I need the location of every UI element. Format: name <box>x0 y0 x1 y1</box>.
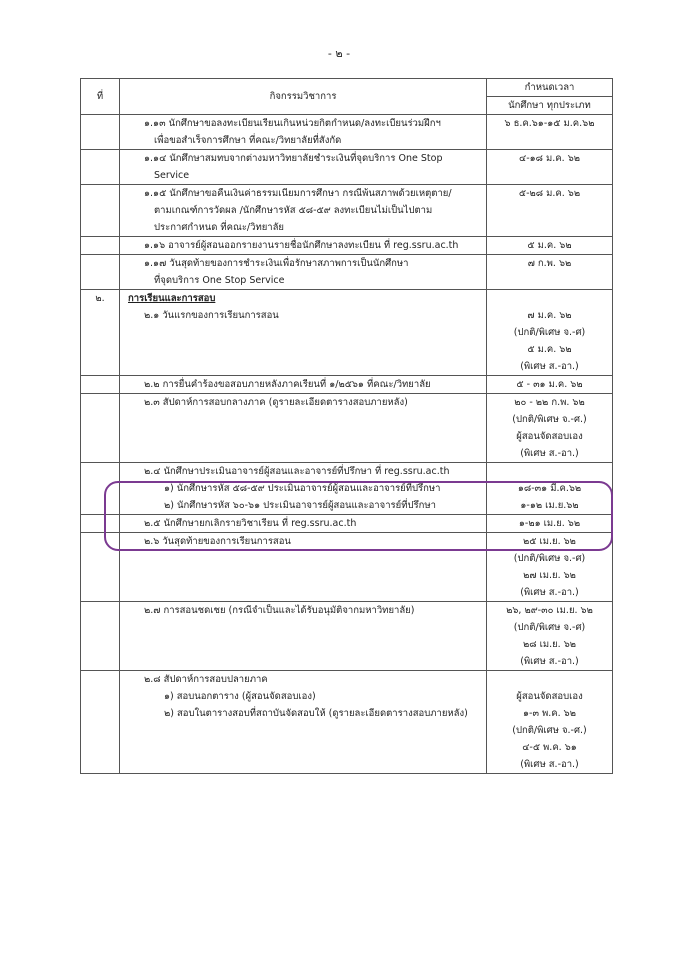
time-text: ผู้สอนจัดสอบเอง <box>516 691 583 702</box>
activity-text: ๑.๑๕ นักศึกษาขอคืนเงินค่าธรรมเนียมการศึกษา กรณีพ้นสภาพด้วยเหตุตาย/ <box>144 188 452 199</box>
activity-cell <box>120 307 487 376</box>
time-text: ๒๖, ๒๙-๓๐ เม.ย. ๖๒ <box>506 605 593 616</box>
row-number <box>81 394 120 463</box>
time-cell <box>487 480 613 497</box>
activity-text: ๒.๕ นักศึกษายกเลิกรายวิชาเรียน ที่ reg.ssru.ac.th <box>144 518 357 529</box>
activity-text: ตามเกณฑ์การวัดผล /นักศึกษารหัส ๕๘-๕๙ ลงทะเบียนไม่เป็นไปตาม <box>154 205 433 216</box>
time-text: ๒๘ เม.ย. ๖๒ <box>522 639 577 650</box>
row-number <box>81 602 120 671</box>
row-number <box>81 255 120 290</box>
time-text: ๒๗ เม.ย. ๖๒ <box>523 570 576 581</box>
time-cell <box>487 688 613 705</box>
header-time-top: กำหนดเวลา <box>487 79 613 97</box>
time-text: (พิเศษ ส.-อา.) <box>520 448 579 459</box>
time-text: ๕ ม.ค. ๖๒ <box>527 344 572 355</box>
row-number <box>81 376 120 394</box>
header-no: ที่ <box>81 79 120 115</box>
table-row <box>81 307 613 376</box>
table-row <box>81 376 613 394</box>
row-number <box>81 237 120 255</box>
table-row <box>81 497 613 515</box>
activity-cell <box>120 290 487 308</box>
time-text: ๗ ก.พ. ๖๒ <box>527 258 572 269</box>
activity-text: ๒.๖ วันสุดท้ายของการเรียนการสอน <box>144 536 291 547</box>
row-number <box>81 515 120 533</box>
time-text: ๔-๑๘ ม.ค. ๖๒ <box>519 153 580 164</box>
time-cell <box>487 463 613 481</box>
time-cell <box>487 515 613 533</box>
activity-text: ๒.๓ สัปดาห์การสอบกลางภาค (ดูรายละเอียดตารางสอบภายหลัง) <box>144 397 408 408</box>
time-text: ผู้สอนจัดสอบเอง <box>516 431 583 442</box>
time-text: ๕ ม.ค. ๖๒ <box>527 240 572 251</box>
activity-cell <box>120 115 487 150</box>
activity-text: ๒.๗ การสอนชดเชย (กรณีจำเป็นและได้รับอนุมัติจากมหาวิทยาลัย) <box>144 605 415 616</box>
row-number <box>81 671 120 689</box>
row-number <box>81 480 120 497</box>
table-row <box>81 533 613 602</box>
time-text: ๖ ธ.ค.๖๑-๑๕ ม.ค.๖๒ <box>504 118 595 129</box>
time-cell <box>487 307 613 376</box>
time-text: (ปกติ/พิเศษ จ.-ศ) <box>513 327 586 338</box>
row-number <box>81 463 120 481</box>
table-row <box>81 463 613 481</box>
time-cell <box>487 497 613 515</box>
activity-text: ๑.๑๓ นักศึกษาขอลงทะเบียนเรียนเกินหน่วยกิตกำหนด/ลงทะเบียนร่วมฝึกฯ <box>144 118 441 129</box>
activity-cell <box>120 688 487 705</box>
activity-text: ๒.๑ วันแรกของการเรียนการสอน <box>144 310 279 321</box>
table-row <box>81 705 613 774</box>
activity-text: ๒) สอบในตารางสอบที่สถาบันจัดสอบให้ (ดูรายละเอียดตารางสอบภายหลัง) <box>164 708 468 719</box>
activity-text: ๑.๑๖ อาจารย์ผู้สอนออกรายงานรายชื่อนักศึกษาลงทะเบียน ที่ reg.ssru.ac.th <box>144 240 459 251</box>
activity-text: เพื่อขอสำเร็จการศึกษา ที่คณะ/วิทยาลัยที่สังกัด <box>154 135 342 146</box>
row-number <box>81 688 120 705</box>
page-number: - ๒ - <box>327 47 351 60</box>
time-text: ๑-๑๒ เม.ย.๖๒ <box>520 500 579 511</box>
activity-text: Service <box>154 170 190 181</box>
activity-cell <box>120 237 487 255</box>
row-number <box>81 150 120 185</box>
time-text: (พิเศษ ส.-อา.) <box>520 656 579 667</box>
row-number <box>81 705 120 774</box>
time-cell <box>487 394 613 463</box>
activity-cell <box>120 185 487 237</box>
time-text: (พิเศษ ส.-อา.) <box>520 587 579 598</box>
activity-text: ๑) สอบนอกตาราง (ผู้สอนจัดสอบเอง) <box>164 691 316 702</box>
table-row <box>81 255 613 290</box>
table-row <box>81 394 613 463</box>
activity-text: ๒) นักศึกษารหัส ๖๐-๖๑ ประเมินอาจารย์ผู้สอนและอาจารย์ที่ปรึกษา <box>164 500 436 511</box>
activity-cell <box>120 376 487 394</box>
row-number <box>81 307 120 376</box>
header-activity: กิจกรรมวิชาการ <box>120 79 487 115</box>
time-text: (ปกติ/พิเศษ จ.-ศ) <box>513 553 586 564</box>
activity-text: ที่จุดบริการ One Stop Service <box>154 275 285 286</box>
time-cell <box>487 290 613 308</box>
activity-cell <box>120 394 487 463</box>
time-cell <box>487 185 613 237</box>
table-row <box>81 185 613 237</box>
time-text: ๗ ม.ค. ๖๒ <box>527 310 572 321</box>
time-cell <box>487 237 613 255</box>
activity-cell <box>120 602 487 671</box>
time-text: ๑-๒๑ เม.ย. ๖๒ <box>518 518 581 529</box>
activity-text: ๑.๑๗ วันสุดท้ายของการชำระเงินเพื่อรักษาสภาพการเป็นนักศึกษา <box>144 258 409 269</box>
table-row <box>81 150 613 185</box>
row-number <box>81 115 120 150</box>
time-text: (พิเศษ ส.-อา.) <box>520 759 579 770</box>
activity-text: ๑.๑๔ นักศึกษาสมทบจากต่างมหาวิทยาลัยชำระเงินที่จุดบริการ One Stop <box>144 153 443 164</box>
activity-text: ๒.๘ สัปดาห์การสอบปลายภาค <box>144 674 268 685</box>
activity-cell <box>120 480 487 497</box>
row-number <box>81 533 120 602</box>
row-number <box>81 497 120 515</box>
time-text: (พิเศษ ส.-อา.) <box>520 361 579 372</box>
table-row <box>81 237 613 255</box>
time-cell <box>487 115 613 150</box>
section-title: การเรียนและการสอบ <box>128 293 216 304</box>
row-number <box>81 185 120 237</box>
time-text: (ปกติ/พิเศษ จ.-ศ.) <box>512 725 587 736</box>
activity-cell <box>120 497 487 515</box>
time-cell <box>487 705 613 774</box>
header-time-bottom: นักศึกษา ทุกประเภท <box>487 97 613 115</box>
time-text: ๔-๕ พ.ค. ๖๑ <box>522 742 577 753</box>
time-text: ๒๕ เม.ย. ๖๒ <box>523 536 576 547</box>
activity-cell <box>120 150 487 185</box>
table-row <box>81 688 613 705</box>
time-cell <box>487 376 613 394</box>
activity-cell <box>120 515 487 533</box>
table-row <box>81 480 613 497</box>
table-row <box>81 290 613 308</box>
time-cell <box>487 255 613 290</box>
activity-cell <box>120 463 487 481</box>
table-row <box>81 515 613 533</box>
table-row <box>81 671 613 689</box>
table-row <box>81 115 613 150</box>
time-text: ๑-๓ พ.ค. ๖๒ <box>523 708 576 719</box>
time-text: ๕-๒๘ ม.ค. ๖๒ <box>518 188 581 199</box>
time-cell <box>487 602 613 671</box>
activity-cell <box>120 255 487 290</box>
time-cell <box>487 150 613 185</box>
time-text: (ปกติ/พิเศษ จ.-ศ) <box>513 622 586 633</box>
time-cell <box>487 671 613 689</box>
time-text: ๑๘-๓๑ มี.ค.๖๒ <box>517 483 582 494</box>
activity-cell <box>120 671 487 689</box>
time-text: ๒๐ - ๒๒ ก.พ. ๖๒ <box>514 397 585 408</box>
time-text: ๕ - ๓๑ ม.ค. ๖๒ <box>516 379 583 390</box>
activity-text: ๒.๔ นักศึกษาประเมินอาจารย์ผู้สอนและอาจารย์ที่ปรึกษา ที่ reg.ssru.ac.th <box>144 466 450 477</box>
schedule-rows <box>81 115 613 774</box>
table-row <box>81 602 613 671</box>
row-number: ๒. <box>81 290 120 308</box>
activity-cell <box>120 533 487 602</box>
time-cell <box>487 533 613 602</box>
academic-schedule-table <box>80 78 613 774</box>
activity-text: ๒.๒ การยื่นคำร้องขอสอบภายหลังภาคเรียนที่ ๑/๒๕๖๑ ที่คณะ/วิทยาลัย <box>144 379 431 390</box>
activity-cell <box>120 705 487 774</box>
activity-text: ประกาศกำหนด ที่คณะ/วิทยาลัย <box>154 222 285 233</box>
time-text: (ปกติ/พิเศษ จ.-ศ.) <box>512 414 587 425</box>
activity-text: ๑) นักศึกษารหัส ๕๘-๕๙ ประเมินอาจารย์ผู้สอนและอาจารย์ที่ปรึกษา <box>164 483 441 494</box>
